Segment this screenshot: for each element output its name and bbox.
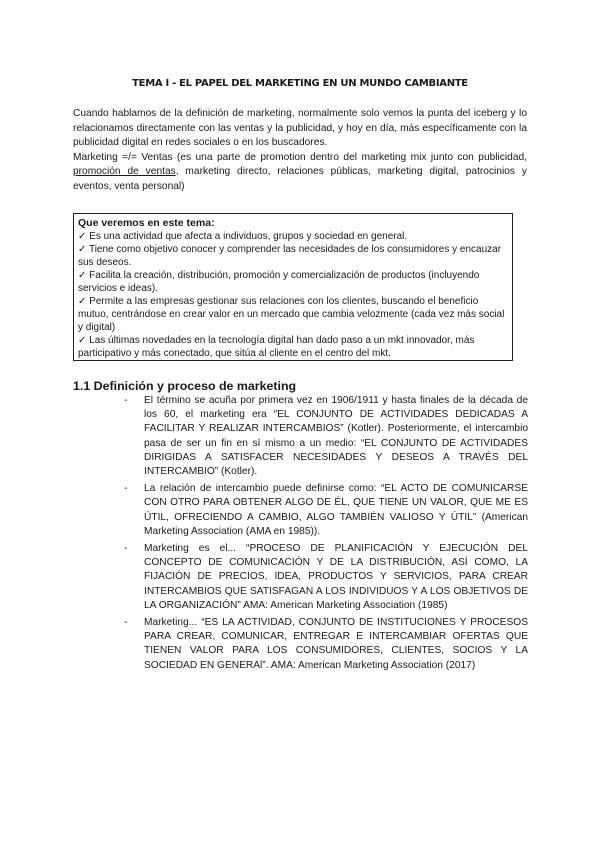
list-item-text: El término se acuña por primera vez en 1906/1911 y hasta finales de la década de los 60, el marketing era “EL CONJUNTO DE ACTIVIDADES DEDICADAS A FACILITAR Y REALIZAR INTERCAMBIOS” (Kotler). Posteriormente, el intercambio pasa de ser un fin en sí mismo a un medio: “EL CONJUNTO DE ACTIVIDADES DIRIGIDAS A SATISFACER NECESIDADES Y DESEOS A TRAVÉS DEL INTERCAMBIO” (Kotler). bbox=[144, 395, 528, 478]
summary-item: ✓ Es una actividad que afecta a individuos, grupos y sociedad en general. bbox=[78, 231, 408, 242]
list-item-text: Marketing es el... “PROCESO DE PLANIFICACIÓN Y EJECUCIÓN DEL CONCEPTO DE COMUNICACIÓN Y DE LA DISTRIBUCIÓN, ASÍ COMO, LA FIJACIÓN DE PRECIOS, IDEA, PRODUCTOS Y SERVICIOS, PARA CREAR INTERCAMBIOS QUE SATISFAGAN A LOS INDIVIDUOS Y A LOS OBJETIVOS DE LA ORGANIZACIÓN” AMA: American Marketing Association (1985) bbox=[144, 543, 528, 611]
summary-box bbox=[73, 213, 513, 361]
section-heading: 1.1 Definición y proceso de marketing bbox=[73, 379, 297, 393]
page-title: TEMA I - EL PAPEL DEL MARKETING EN UN MUNDO CAMBIANTE bbox=[132, 78, 468, 89]
underlined-promocion-de-ventas: promoción de ventas bbox=[73, 166, 176, 178]
list-item-text: La relación de intercambio puede definirse como: “EL ACTO DE COMUNICARSE CON OTRO PARA OBTENER ALGO DE ÉL, QUE TIENE UN VALOR, QUE ME ES ÚTIL, OFRECIENDO A CAMBIO, ALGO TAMBIÉN VALIOSO Y ÚTIL” (American Marketing Association (AMA en 1985)). bbox=[144, 483, 528, 537]
bullet-dash: - bbox=[124, 395, 128, 406]
list-item bbox=[124, 542, 528, 613]
list-item bbox=[124, 394, 528, 479]
list-item-text: Marketing... “ES LA ACTIVIDAD, CONJUNTO DE INSTITUCIONES Y PROCESOS PARA CREAR, COMUNICAR, ENTREGAR E INTERCAMBIAR OFERTAS QUE TIENEN VALOR PARA LOS CONSUMIDORES, CLIENTES, SOCIOS Y LA SOCIEDAD EN GENERAl”. AMA: American Marketing Association (2017) bbox=[144, 617, 528, 671]
intro-p2-end: , marketing directo, relaciones públicas, marketing digital, patrocinios y eventos, venta personal) bbox=[73, 166, 527, 192]
intro-paragraph: Cuando hablamos de la definición de marketing, normalmente solo vemos la punta del iceberg y lo relacionamos directamente con las ventas y la publicidad, y hoy en día, más específicamente con la publicidad digital en redes sociales o en los buscadores. bbox=[73, 108, 527, 149]
intro-p2-start: Marketing =/= Ventas (es una parte de promotion dentro del marketing mix junto con publicidad, bbox=[73, 151, 527, 163]
definition-list bbox=[124, 394, 528, 676]
bullet-dash: - bbox=[124, 483, 128, 495]
summary-box-heading: Que veremos en este tema: bbox=[78, 217, 215, 229]
summary-item: ✓ Facilita la creación, distribución, promoción y comercialización de productos (incluyendo servicios e ideas). bbox=[78, 270, 480, 294]
list-item bbox=[124, 616, 528, 673]
summary-item: ✓ Tiene como objetivo conocer y comprender las necesidades de los consumidores y encauzar sus deseos. bbox=[78, 244, 502, 268]
summary-item: ✓ Las últimas novedades en la tecnología digital han dado paso a un mkt innovador, más participativo y más conectado, que sitúa al cliente en el centro del mkt. bbox=[78, 335, 475, 359]
intro-text bbox=[73, 107, 527, 195]
intro-paragraph-marketing-vs-sales bbox=[73, 151, 527, 195]
bullet-dash: - bbox=[124, 617, 128, 629]
bullet-dash: - bbox=[124, 543, 128, 555]
summary-item: ✓ Permite a las empresas gestionar sus relaciones con los clientes, buscando el beneficio mutuo, centrándose en crear valor en un mercado que cambia velozmente (cada vez más social y digital) bbox=[78, 296, 505, 333]
list-item bbox=[124, 482, 528, 539]
